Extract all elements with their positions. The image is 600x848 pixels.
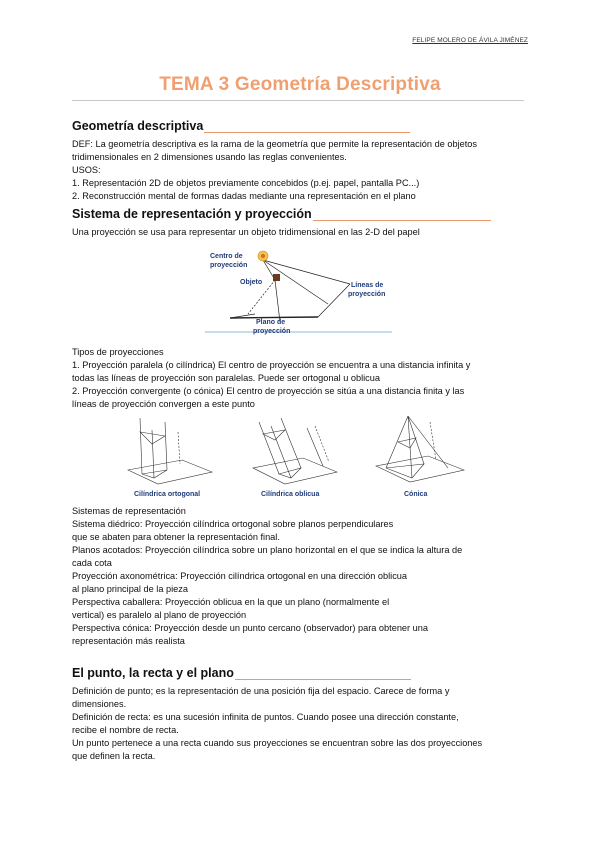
label-objeto: Objeto: [240, 279, 263, 286]
paragraph-line: DEF: La geometría descriptiva es la rama de la geometría que permite la representación de objetos: [72, 139, 477, 149]
sun-icon: [258, 251, 268, 261]
paragraph-line: tridimensionales en 2 dimensiones usando las reglas convenientes.: [72, 152, 347, 162]
paragraph-line: recibe el nombre de recta.: [72, 725, 179, 735]
diagram-cilindrica-ortogonal: [120, 412, 220, 500]
diagram-conica: [370, 412, 470, 500]
caption-ortogonal: Cilíndrica ortogonal: [134, 491, 201, 498]
projection-figure: [200, 244, 400, 340]
label-lineas-2: proyección: [348, 291, 386, 298]
section-heading-punto: El punto, la recta y el plano: [72, 667, 411, 680]
label-centro-2: proyección: [210, 262, 248, 269]
paragraph-line: Definición de punto; es la representación de una posición fija del espacio. Carece de forma y: [72, 686, 450, 696]
paragraph-line: Perspectiva caballera: Proyección oblicua en la que un plano (normalmente el: [72, 597, 390, 607]
paragraph-line: al plano principal de la pieza: [72, 584, 188, 594]
paragraph-line: 1. Representación 2D de objetos previamente concebidos (p.ej. papel, pantalla PC...): [72, 178, 420, 188]
page-title: TEMA 3 Geometría Descriptiva: [159, 74, 441, 95]
paragraph-line: Tipos de proyecciones: [72, 347, 164, 357]
paragraph-line: todas las líneas de proyección son paralelas. Puede ser ortogonal u oblicua: [72, 373, 380, 383]
paragraph-line: dimensiones.: [72, 699, 127, 709]
paragraph-line: 1. Proyección paralela (o cilíndrica) El centro de proyección se encuentra a una distancia infinita y: [72, 360, 471, 370]
paragraph-line: Perspectiva cónica: Proyección desde un punto cercano (observador) para obtener una: [72, 623, 428, 633]
paragraph-line: vertical) es paralelo al plano de proyección: [72, 610, 247, 620]
paragraph-line: cada cota: [72, 558, 112, 568]
author-name: FELIPE MOLERO DE ÁVILA JIMÉNEZ: [412, 37, 528, 44]
caption-oblicua: Cilíndrica oblicua: [261, 491, 320, 498]
paragraph-line: Sistema diédrico: Proyección cilíndrica ortogonal sobre planos perpendiculares: [72, 519, 394, 529]
paragraph-line: 2. Proyección convergente (o cónica) El centro de proyección se sitúa a una distancia finita y las: [72, 386, 465, 396]
paragraph-line: que se abaten para obtener la representación final.: [72, 532, 280, 542]
title-divider: [72, 100, 524, 101]
paragraph-line: 2. Reconstrucción mental de formas dadas mediante una representación en el plano: [72, 191, 416, 201]
label-plano-1: Plano de: [256, 319, 286, 326]
section-heading-geometria: Geometría descriptiva: [72, 120, 410, 133]
paragraph-line: Proyección axonométrica: Proyección cilíndrica ortogonal en una dirección oblicua: [72, 571, 408, 581]
object-icon: [273, 274, 280, 281]
label-plano-2: proyección: [253, 328, 291, 335]
section-heading-sistema: Sistema de representación y proyección: [72, 208, 491, 221]
paragraph-line: Definición de recta: es una sucesión infinita de puntos. Cuando posee una dirección constante,: [72, 712, 459, 722]
paragraph-line: que definen la recta.: [72, 751, 156, 761]
paragraph-line: Planos acotados: Proyección cilíndrica sobre un plano horizontal en el que se indica la altura de: [72, 545, 463, 555]
diagram-cilindrica-oblicua: [245, 412, 345, 500]
paragraph-line: representación más realista: [72, 636, 185, 646]
paragraph-line: USOS:: [72, 165, 101, 175]
paragraph-line: Una proyección se usa para representar un objeto tridimensional en las 2-D del papel: [72, 227, 420, 237]
paragraph-line: líneas de proyección convergen a este punto: [72, 399, 255, 409]
caption-conica: Cónica: [404, 491, 428, 498]
label-centro-1: Centro de: [210, 253, 243, 260]
paragraph-line: Un punto pertenece a una recta cuando sus proyecciones se encuentran sobre las dos proyecciones: [72, 738, 483, 748]
label-lineas-1: Líneas de: [351, 282, 384, 289]
paragraph-line: Sistemas de representación: [72, 506, 186, 516]
